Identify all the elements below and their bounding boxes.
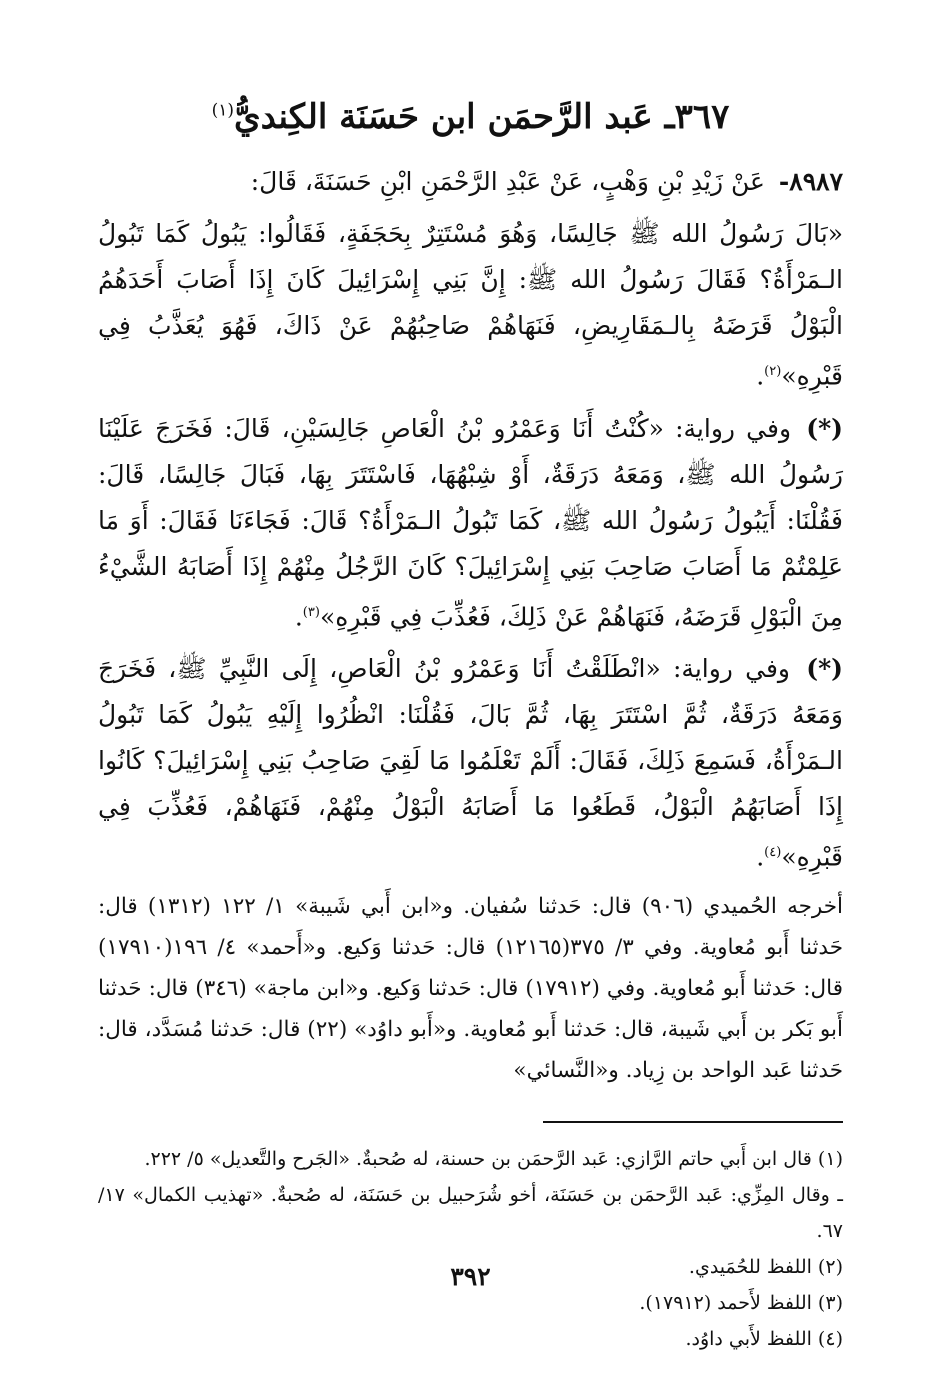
riwaya-marker: (*): [806, 413, 843, 443]
footnote-ref: (٤): [764, 844, 782, 860]
footnote: (٣) اللفظ لأَحمد (١٧٩١٢).: [639, 1292, 843, 1315]
footnote-ref: (٢): [764, 364, 782, 380]
footnote-separator: [98, 1121, 843, 1133]
hadith-matn: [98, 211, 843, 399]
footnote: (١) قال ابن أَبي حاتم الرَّازي: عَبد الرَّحمَن بن حسنة، له صُحبةٌ. «الجَرح والتَّعديل» ٥/ ٢٢٢.: [144, 1148, 843, 1171]
takhrij-paragraph: أخرجه الحُميدي (٩٠٦) قال: حَدثنا سُفيان. و«ابن أَبي شَيبة» ١/ ١٢٢ (١٣١٢) قال: حَدثنا أَبو مُعاوية. وفي ٣/ ٣٧٥(١٢١٦٥) قال: حَدثنا وَكيع. و«أَحمد» ٤/ ١٩٦(١٧٩١٠) قال: حَدثنا أَبو مُعاوية. وفي (١٧٩١٢) قال: حَدثنا وَكيع. و«ابن ماجة» (٣٤٦) قال: حَدثنا أَبو بَكر بن أَبي شَيبة، قال: حَدثنا أَبو مُعاوية. و«أَبو داوُد» (٢٢) قال: حَدثنا مُسَدَّد، قال: حَدثنا عَبد الواحد بن زِياد. و«النَّسائي»: [98, 894, 844, 1084]
riwaya-marker: (*): [806, 653, 843, 683]
footnote-ref: (١): [211, 100, 235, 121]
riwaya-paragraph: [98, 646, 843, 880]
page-number: ٣٩٢: [450, 1262, 491, 1291]
matn-end: .: [756, 361, 765, 391]
footnote: (٤) اللفظ لأَبي داوُد.: [685, 1328, 843, 1351]
chapter-heading: [98, 95, 843, 139]
footnote-ref: (٣): [302, 604, 320, 620]
matn-text: «بَالَ رَسُولُ الله ﷺ جَالِسًا، وَهُوَ مُسْتَتِرٌ بِحَجَفَةٍ، فَقَالُوا: يَبُولُ كَمَا تَبُولُ الـمَرْأَةُ؟ فَقَالَ رَسُولُ الله ﷺ: إِنَّ بَنِي إِسْرَائِيلَ كَانَ إِذَا أَصَابَ أَحَدَهُمُ الْبَوْلُ قَرَضَهُ بِالـمَقَارِيضِ، فَنَهَاهُمْ صَاحِبُهُمْ عَنْ ذَاكَ، فَهُوَ يُعَذَّبُ فِي قَبْرِهِ»: [98, 219, 843, 391]
riwaya-paragraph: [98, 406, 843, 640]
footnotes: [98, 1141, 843, 1357]
riwaya-end: .: [756, 842, 765, 872]
riwaya-text: وفي رواية: «كُنْتُ أَنَا وَعَمْرُو بْنُ الْعَاصِ جَالِسَيْنِ، قَالَ: فَخَرَجَ عَلَيْنَا رَسُولُ الله ﷺ، وَمَعَهُ دَرَقَةٌ، أَوْ شِبْهُهَا، فَاسْتَتَرَ بِهَا، فَبَالَ جَالِسًا، قَالَ: فَقُلْنَا: أَيَبُولُ رَسُولُ الله ﷺ، كَمَا تَبُولُ الـمَرْأَةُ؟ قَالَ: فَجَاءَنَا فَقَالَ: أَوَ مَا عَلِمْتُمْ مَا أَصَابَ صَاحِبَ بَنِي إِسْرَائِيلَ؟ كَانَ الرَّجُلُ مِنْهُمْ إِذَا أَصَابَهُ الشَّيْءُ مِنَ الْبَوْلِ قَرَضَهُ، فَنَهَاهُمْ عَنْ ذَلِكَ، فَعُذِّبَ فِي قَبْرِهِ»: [98, 413, 843, 631]
footnote: ـ وقال المِزِّي: عَبد الرَّحمَن بن حَسَنَة، أخو شُرَحبيل بن حَسَنَة، له صُحبةٌ. «تهذيب الكمال» ١٧/ ٦٧.: [98, 1184, 843, 1243]
separator-line: [543, 1121, 843, 1123]
isnad-text: عَنْ زَيْدِ بْنِ وَهْبٍ، عَنْ عَبْدِ الرَّحْمَنِ ابْنِ حَسَنَةَ، قَالَ:: [250, 167, 765, 197]
footnote: (٢) اللفظ للحُمَيدي.: [688, 1256, 843, 1279]
riwaya-text: وفي رواية: «انْطَلَقْتُ أَنَا وَعَمْرُو بْنُ الْعَاصِ، إِلَى النَّبِيِّ ﷺ، فَخَرَجَ وَمَعَهُ دَرَقَةٌ، ثُمَّ اسْتَتَرَ بِهَا، ثُمَّ بَالَ، فَقُلْنَا: انْظُرُوا إِلَيْهِ يَبُولُ كَمَا تَبُولُ الـمَرْأَةُ، فَسَمِعَ ذَلِكَ، فَقَالَ: أَلَمْ تَعْلَمُوا مَا لَقِيَ صَاحِبُ بَنِي إِسْرَائِيلَ؟ كَانُوا إِذَا أَصَابَهُمُ الْبَوْلُ، قَطَعُوا مَا أَصَابَهُ الْبَوْلُ مِنْهُمْ، فَنَهَاهُمْ، فَعُذِّبَ فِي قَبْرِهِ»: [98, 653, 843, 872]
riwaya-end: .: [294, 601, 303, 631]
hadith-isnad: [98, 159, 843, 205]
heading-text: ٣٦٧ـ عَبد الرَّحمَن ابن حَسَنَة الكِنديُّ: [234, 97, 730, 137]
hadith-number: ٨٩٨٧-: [778, 167, 843, 197]
